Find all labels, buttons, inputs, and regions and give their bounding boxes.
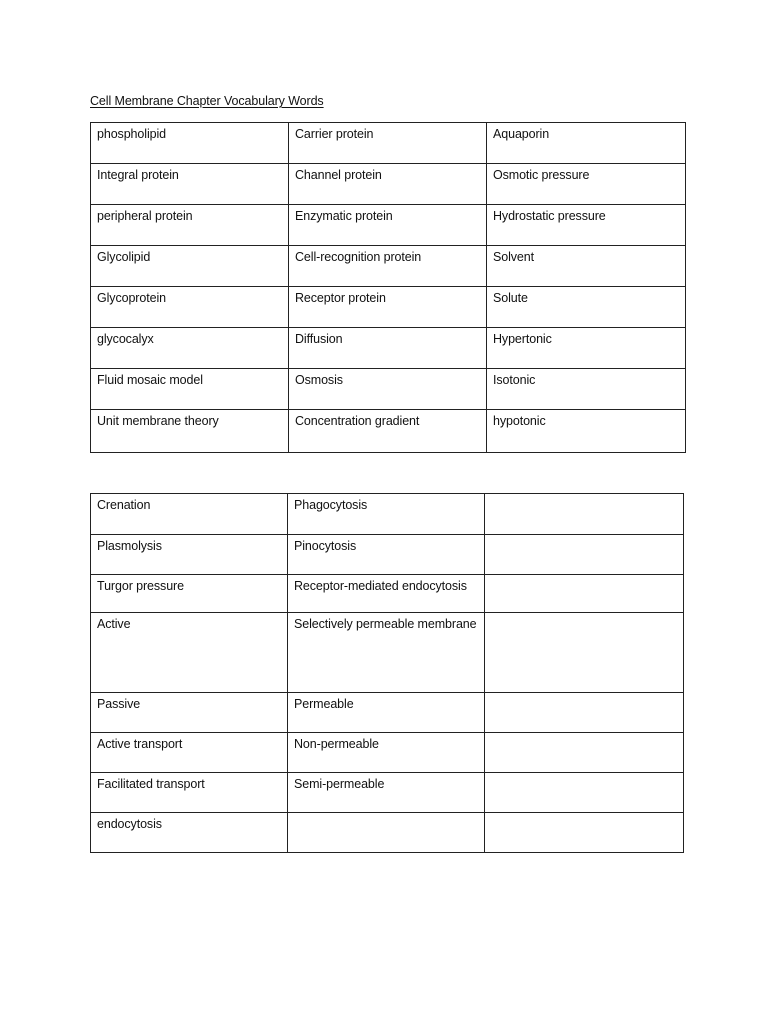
table-cell: Enzymatic protein [289,205,487,246]
table-cell [485,535,684,575]
table-cell: Solvent [487,246,686,287]
table-row [91,410,686,453]
table-cell: Active [91,613,288,693]
table-cell [288,813,485,853]
table-cell: Channel protein [289,164,487,205]
table-row [91,575,684,613]
table-cell: Hypertonic [487,328,686,369]
table-cell: Diffusion [289,328,487,369]
table-row [91,494,684,535]
table-cell [485,773,684,813]
table-cell: Facilitated transport [91,773,288,813]
table-cell: Turgor pressure [91,575,288,613]
table-row [91,613,684,693]
table-row [91,369,686,410]
table-row [91,733,684,773]
table-cell: Aquaporin [487,123,686,164]
vocabulary-table-1 [90,122,686,453]
table-cell: Non-permeable [288,733,485,773]
table-row [91,813,684,853]
table-cell: glycocalyx [91,328,289,369]
table-cell: endocytosis [91,813,288,853]
table-cell: Solute [487,287,686,328]
table-row [91,773,684,813]
table-cell: Integral protein [91,164,289,205]
table-cell: Semi-permeable [288,773,485,813]
document-title: Cell Membrane Chapter Vocabulary Words [90,94,324,108]
table-row [91,535,684,575]
table-cell: phospholipid [91,123,289,164]
table-cell: Phagocytosis [288,494,485,535]
table-row [91,328,686,369]
table-cell: Selectively permeable membrane [288,613,485,693]
table-cell: Fluid mosaic model [91,369,289,410]
table-cell: Plasmolysis [91,535,288,575]
table-cell: Concentration gradient [289,410,487,453]
table-cell [485,733,684,773]
table-cell: Crenation [91,494,288,535]
table-row [91,246,686,287]
table-row [91,693,684,733]
table-cell: Active transport [91,733,288,773]
table-cell: Glycoprotein [91,287,289,328]
table-cell: Osmosis [289,369,487,410]
table-row [91,287,686,328]
table-cell: Permeable [288,693,485,733]
table-cell: Pinocytosis [288,535,485,575]
table-cell: Passive [91,693,288,733]
table-cell [485,575,684,613]
table-cell: Unit membrane theory [91,410,289,453]
table-cell [485,813,684,853]
table-cell: Glycolipid [91,246,289,287]
table-row [91,164,686,205]
table-cell: Cell-recognition protein [289,246,487,287]
table-cell: Receptor protein [289,287,487,328]
table-cell [485,494,684,535]
vocabulary-table-2 [90,493,684,853]
table-cell: hypotonic [487,410,686,453]
table-row [91,123,686,164]
table-cell: Hydrostatic pressure [487,205,686,246]
table-cell: Carrier protein [289,123,487,164]
table-cell: Isotonic [487,369,686,410]
table-row [91,205,686,246]
table-cell: Osmotic pressure [487,164,686,205]
table-cell [485,693,684,733]
table-cell [485,613,684,693]
table-cell: peripheral protein [91,205,289,246]
table-cell: Receptor-mediated endocytosis [288,575,485,613]
